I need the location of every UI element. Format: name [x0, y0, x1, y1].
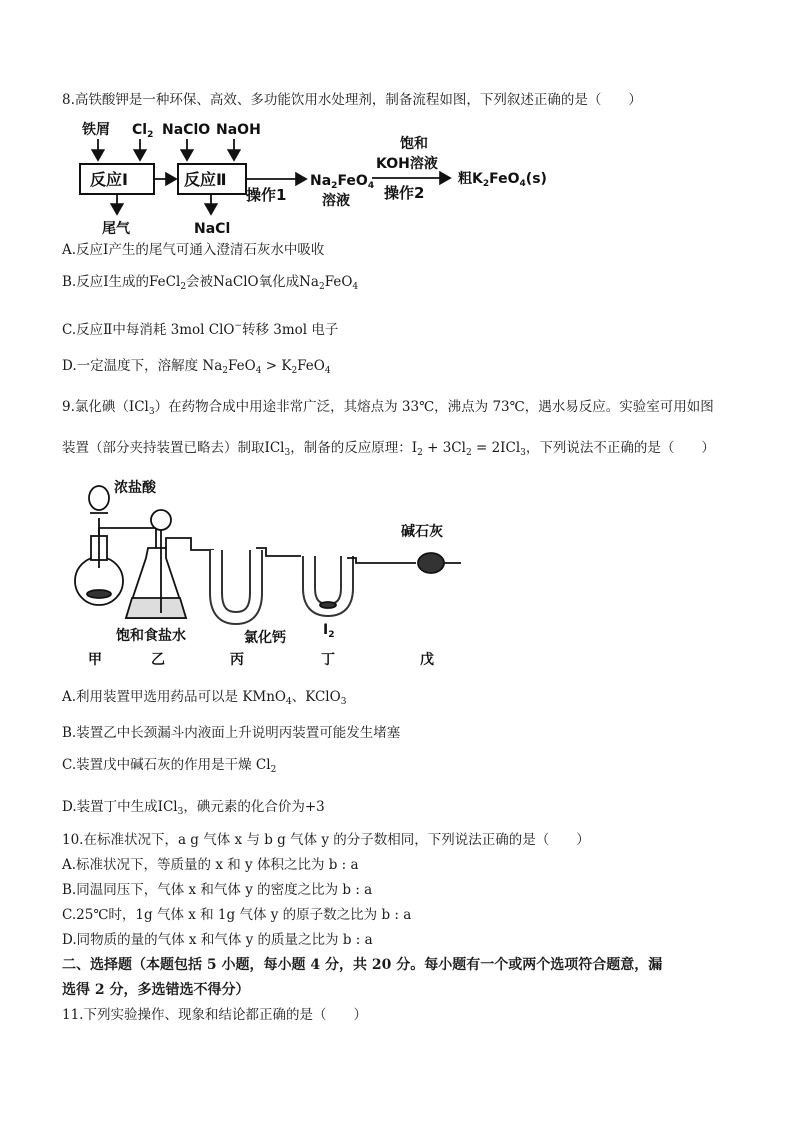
svg-text:Cl2: $Cl_2$: [132, 122, 154, 140]
q8-flow-diagram: [70, 118, 590, 243]
apparatus-bing: [216, 548, 301, 618]
q9-option-a: A.利用装置甲选用药品可以是 KMnO$_4$、KClO$_3$: [62, 689, 347, 707]
q8-option-c: C.反应Ⅱ中每消耗 3mol ClO−转移 3mol 电子: [62, 321, 339, 338]
flow-nacl: NaCl: [194, 221, 231, 237]
q10-option-d: D.同物质的量的气体 x 和气体 y 的质量之比为 b : a: [62, 932, 373, 948]
q8-stem: 8.高铁酸钾是一种环保、高效、多功能饮用水处理剂，制备流程如图，下列叙述正确的是（ ）: [62, 92, 642, 108]
label-soda-lime: 碱石灰: [401, 524, 443, 540]
q9-option-b: B.装置乙中长颈漏斗内液面上升说明丙装置可能发生堵塞: [62, 725, 401, 741]
flow-exhaust: 尾气: [102, 221, 130, 237]
flow-input-iron: 铁屑: [82, 122, 110, 138]
q10-option-a: A.标准状况下，等质量的 x 和 y 体积之比为 b : a: [62, 857, 359, 873]
svg-text:溶液: 溶液: [322, 193, 350, 209]
reaction-1-label: 反应Ⅰ: [90, 170, 128, 189]
q9-stem-line1: 9.氯化碘（ICl$_3$）在药物合成中用途非常广泛，其熔点为 33℃，沸点为 73℃，遇水易反应。实验室可用如图: [62, 399, 714, 417]
reaction-2-label: 反应Ⅱ: [184, 170, 227, 189]
apparatus-wu: [418, 553, 461, 573]
flow-input-naclo: NaClO: [162, 122, 211, 138]
apparatus-yi: [126, 510, 214, 618]
flow-product: 粗$K_2FeO_4(s)$: [458, 171, 547, 189]
section-2-heading-cont: 选得 2 分，多选错选不得分）: [62, 982, 250, 998]
q9-option-c: C.装置戊中碱石灰的作用是干燥 $Cl_2$: [62, 757, 277, 775]
q8-option-a: A.反应Ⅰ产生的尾气可通入澄清石灰水中吸收: [62, 242, 325, 258]
label-brine: 饱和食盐水: [116, 628, 186, 644]
svg-text:KOH溶液: KOH溶液: [376, 156, 438, 172]
label-cacl2: 氯化钙: [244, 630, 286, 646]
q10-option-c: C.25℃时，1g 气体 x 和 1g 气体 y 的原子数之比为 b : a: [62, 907, 412, 923]
flow-op1: 操作1: [246, 186, 287, 204]
q8-option-d: D.一定温度下，溶解度 $Na_2FeO_4 > K_2FeO_4$: [62, 358, 331, 376]
svg-text:甲: 甲: [88, 652, 102, 668]
svg-text:丁: 丁: [321, 652, 335, 668]
flow-op2: 操作2: [384, 184, 425, 202]
svg-text:饱和: 饱和: [400, 136, 428, 152]
q10-stem: 10.在标准状况下，a g 气体 x 与 b g 气体 y 的分子数相同，下列说法正确的是（ ）: [62, 832, 590, 848]
svg-text:乙: 乙: [151, 652, 165, 668]
section-2-heading: 二、选择题（本题包括 5 小题，每小题 4 分，共 20 分。每小题有一个或两个选项符合题意，漏: [62, 957, 663, 973]
q9-apparatus-diagram: [66, 478, 476, 673]
svg-text:戊: 戊: [420, 652, 434, 668]
label-conc-hcl: 浓盐酸: [114, 480, 156, 496]
svg-text:丙: 丙: [230, 652, 244, 668]
q8-option-b: B.反应Ⅰ生成的FeCl$_2$会被NaClO氧化成$Na_2FeO_4$: [62, 274, 359, 292]
apparatus-ding: [309, 556, 416, 610]
flow-na2feo4: $Na_2FeO_4$: [310, 173, 375, 191]
q9-stem-line2: 装置（部分夹持装置已略去）制取ICl$_3$，制备的反应原理：$I_2 + 3Cl_2 = 2ICl_3$，下列说法不正确的是（ ）: [62, 440, 715, 458]
q11-stem: 11.下列实验操作、现象和结论都正确的是（ ）: [62, 1007, 367, 1023]
flow-input-naoh: NaOH: [216, 122, 261, 138]
q9-option-d: D.装置丁中生成ICl$_3$，碘元素的化合价为+3: [62, 799, 325, 817]
q10-option-b: B.同温同压下，气体 x 和气体 y 的密度之比为 b : a: [62, 882, 373, 898]
label-iodine: $I_2$: [323, 622, 335, 640]
